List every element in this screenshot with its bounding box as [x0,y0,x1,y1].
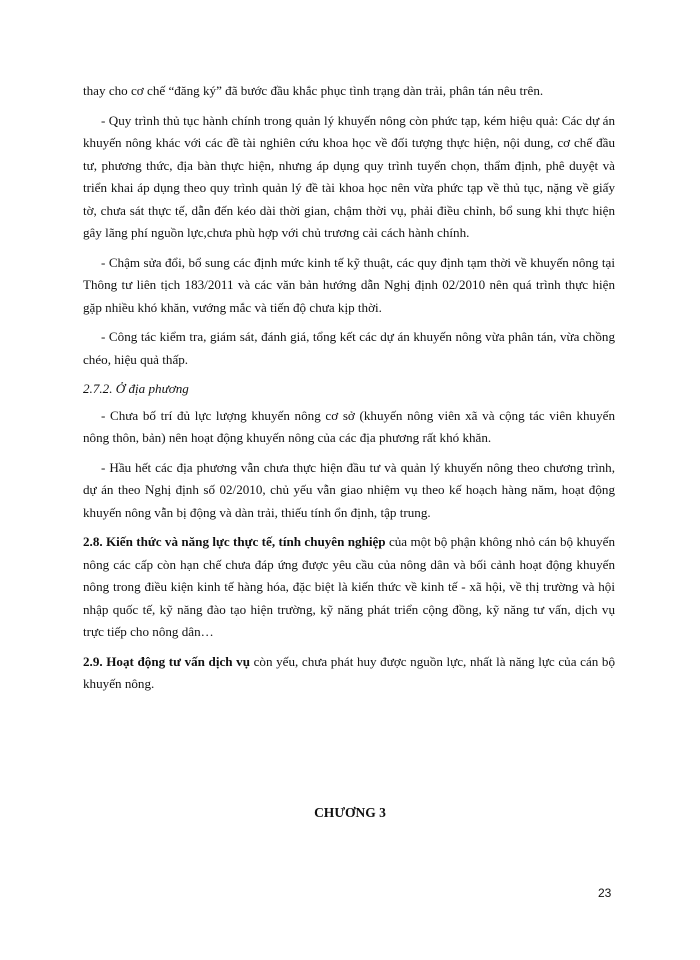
paragraph-continuation: thay cho cơ chế “đăng ký” đã bước đầu khắc phục tình trạng dàn trải, phân tán nêu trên. [83,83,544,98]
paragraph-localities: - Hầu hết các địa phương vẫn chưa thực hiện đầu tư và quản lý khuyến nông theo chương trình, dự án theo Nghị định số 02/2010, chủ yếu vẫn giao nhiệm vụ theo kế hoạch hàng năm, hoạt động khuyến nông vẫn bị động và dàn trải, thiếu tính ổn định, tập trung. [83,459,615,520]
paragraph-2-9 [83,651,615,696]
paragraph-procedures: - Quy trình thủ tục hành chính trong quản lý khuyến nông còn phức tạp, kém hiệu quả: Các dự án khuyến nông khác với các đề tài nghiên cứu khoa học về đối tượng thực hiện, nội dung, cơ chế đầu tư, phương thức, địa bàn thực hiện, nhưng áp dụng quy trình tuyển chọn, thẩm định, phê duyệt và triển khai áp dụng theo quy trình quản lý đề tài khoa học nên vừa phức tạp về thủ tục, nặng về giấy tờ, chưa sát thực tế, dẫn đến kéo dài thời gian, chậm thời vụ, phải điều chỉnh, bổ sung khi thực hiện gây lãng phí nguồn lực,chưa phù hợp với chủ trương cải cách hành chính. [83,112,615,240]
paragraph-2-9-text: còn yếu, chưa phát huy được nguồn lực, nhất là năng lực của cán bộ khuyến nông. [83,653,615,691]
paragraph-grassroots: - Chưa bố trí đủ lực lượng khuyến nông cơ sở (khuyến nông viên xã và cộng tác viên khuyến nông thôn, bản) nên hoạt động khuyến nông của các địa phương rất khó khăn. [83,407,615,445]
section-heading-2-9: 2.9. Hoạt động tư vấn dịch vụ [83,653,251,669]
paragraph-norms: - Chậm sửa đổi, bổ sung các định mức kinh tế kỹ thuật, các quy định tạm thời về khuyến nông tại Thông tư liên tịch 183/2011 và các văn bản hướng dẫn Nghị định 02/2010 nên quá trình thực hiện gặp nhiều khó khăn, vướng mắc và tiến độ chưa kịp thời. [83,254,615,315]
chapter-title: CHƯƠNG 3 [314,805,386,820]
section-heading-2-7-2: 2.7.2. Ở địa phương [83,381,189,396]
paragraph-inspection: - Công tác kiểm tra, giám sát, đánh giá, tổng kết các dự án khuyến nông vừa phân tán, vừa chồng chéo, hiệu quả thấp. [83,329,615,367]
paragraph-2-8 [83,531,615,644]
body-text [83,80,615,703]
section-heading-2-8: 2.8. Kiến thức và năng lực thực tế, tính chuyên nghiệp [83,534,386,549]
page-number: 23 [598,886,612,900]
paragraph-2-8-text: của một bộ phận không nhỏ cán bộ khuyến nông các cấp còn hạn chế chưa đáp ứng được yêu cầu của nông dân và bối cảnh hoạt động khuyến nông trong điều kiện kinh tế hàng hóa, đặc biệt là kiến thức về kinh tế - xã hội, về thị trường và hội nhập quốc tế, kỹ năng đào tạo hiện trường, kỹ năng phát triển cộng đồng, kỹ năng tư vấn, dịch vụ trực tiếp cho nông dân… [83,534,615,639]
